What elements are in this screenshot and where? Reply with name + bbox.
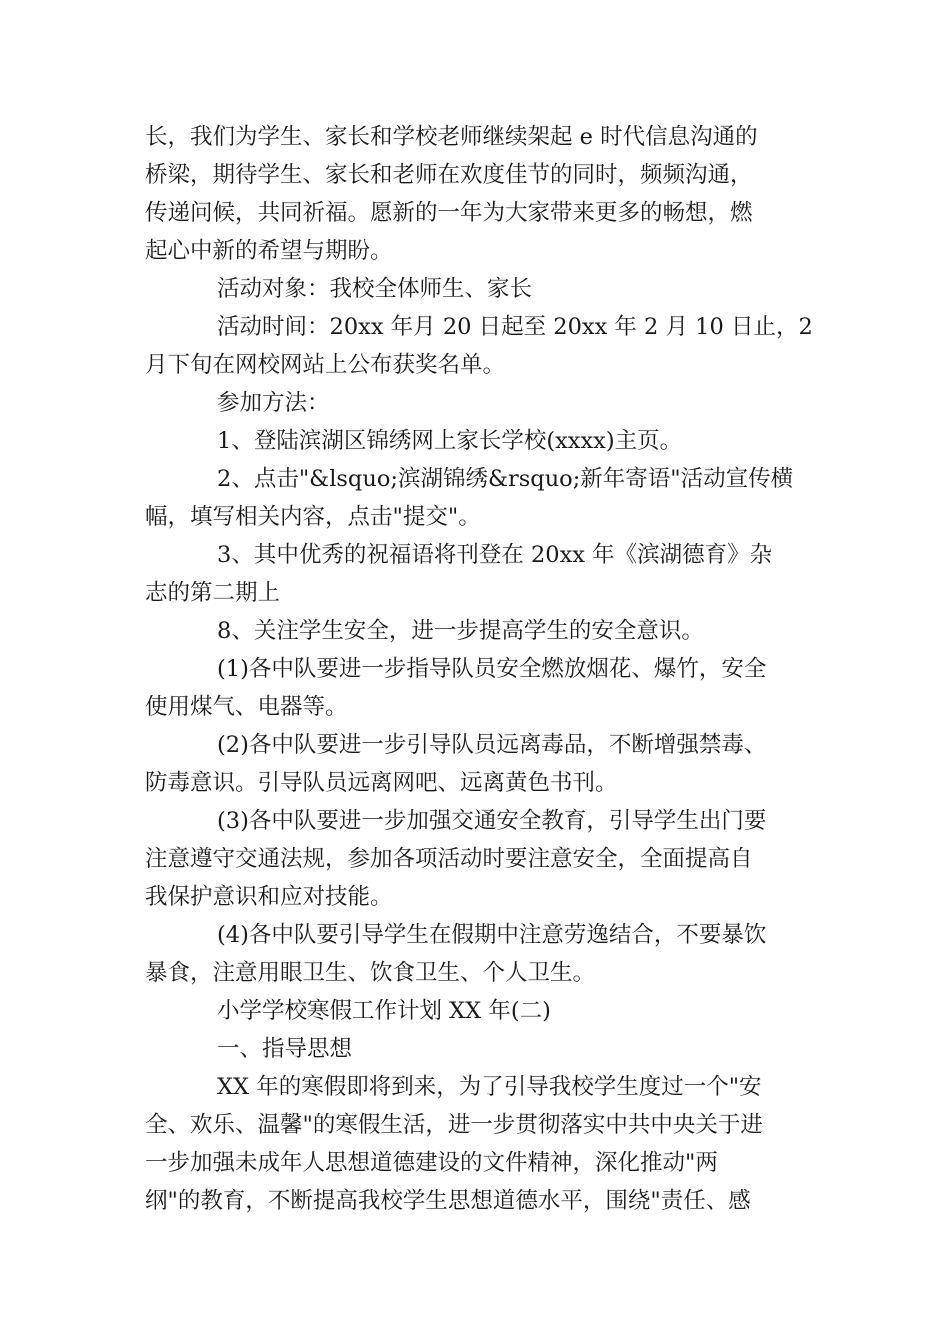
text-line: 暴食，注意用眼卫生、饮食卫生、个人卫生。 <box>145 960 596 986</box>
body-text <box>145 118 815 1220</box>
text-line: 起心中新的希望与期盼。 <box>145 238 393 264</box>
text-line: 8、关注学生安全，进一步提高学生的安全意识。 <box>217 618 704 644</box>
text-line: 活动对象：我校全体师生、家长 <box>217 276 533 302</box>
text-line: (1)各中队要进一步指导队员安全燃放烟花、爆竹，安全 <box>217 656 767 682</box>
text-line: (3)各中队要进一步加强交通安全教育，引导学生出门要 <box>217 808 767 834</box>
text-line: 一步加强未成年人思想道德建设的文件精神，深化推动"两 <box>145 1150 718 1176</box>
text-line: (4)各中队要引导学生在假期中注意劳逸结合，不要暴饮 <box>217 922 767 948</box>
text-line: 使用煤气、电器等。 <box>145 694 348 720</box>
section-title: 小学学校寒假工作计划 XX 年(二) <box>217 998 551 1024</box>
text-line: 桥梁，期待学生、家长和老师在欢度佳节的同时，频频沟通， <box>145 162 753 188</box>
text-line: 志的第二期上 <box>145 580 281 606</box>
text-line: 长，我们为学生、家长和学校老师继续架起 e 时代信息沟通的 <box>145 124 758 150</box>
text-line: 全、欢乐、温馨"的寒假生活，进一步贯彻落实中共中央关于进 <box>145 1112 763 1138</box>
text-line: (2)各中队要进一步引导队员远离毒品，不断增强禁毒、 <box>217 732 767 758</box>
text-line: 参加方法： <box>217 390 330 416</box>
section-heading: 一、指导思想 <box>217 1036 353 1062</box>
text-line: 防毒意识。引导队员远离网吧、远离黄色书刊。 <box>145 770 618 796</box>
text-line: 活动时间：20xx 年月 20 日起至 20xx 年 2 月 10 日止，2 <box>217 314 813 340</box>
text-line: 我保护意识和应对技能。 <box>145 884 393 910</box>
text-line: 纲"的教育，不断提高我校学生思想道德水平，围绕"责任、感 <box>145 1188 751 1214</box>
text-line: 传递问候，共同祈福。愿新的一年为大家带来更多的畅想，燃 <box>145 200 753 226</box>
text-line: 3、其中优秀的祝福语将刊登在 20xx 年《滨湖德育》杂 <box>217 542 773 568</box>
text-line: 注意遵守交通法规，参加各项活动时要注意安全，全面提高自 <box>145 846 753 872</box>
text-line: 幅，填写相关内容，点击"提交"。 <box>145 504 481 530</box>
text-line: 2、点击"&lsquo;滨湖锦绣&rsquo;新年寄语"活动宣传横 <box>217 466 794 492</box>
text-line: 月下旬在网校网站上公布获奖名单。 <box>145 352 506 378</box>
text-line: 1、登陆滨湖区锦绣网上家长学校(xxxx)主页。 <box>217 428 683 454</box>
text-line: XX 年的寒假即将到来，为了引导我校学生度过一个"安 <box>217 1074 762 1100</box>
